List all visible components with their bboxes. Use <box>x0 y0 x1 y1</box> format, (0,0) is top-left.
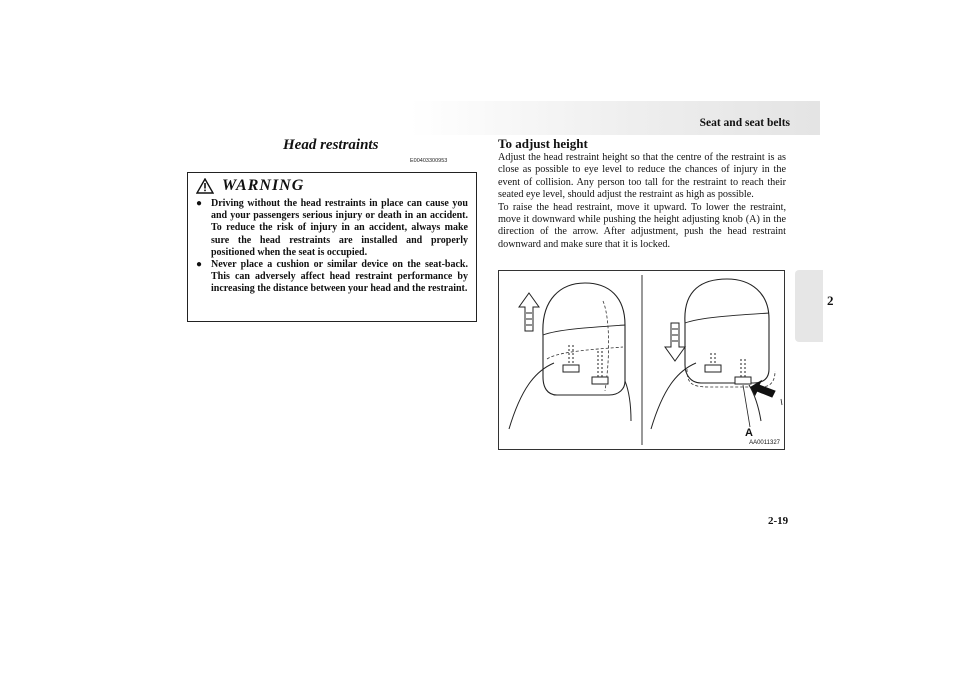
bullet-icon: ● <box>196 259 203 271</box>
chapter-tab-number: 2 <box>827 293 834 308</box>
adjust-paragraph: To raise the head restraint, move it upward. To lower the restraint, move it downward while pushing the height adjusting knob (A) in the direction of the arrow. After adjustment, push the head restraint downward and make sure that it is locked. <box>498 201 786 250</box>
head-restraint-figure <box>498 270 785 450</box>
page-number: 2-19 <box>768 515 789 527</box>
chapter-tab-strip <box>795 270 823 342</box>
running-header: Seat and seat belts <box>699 117 790 129</box>
figure-label-a: A <box>745 427 753 439</box>
bullet-icon: ● <box>196 198 203 209</box>
figure-code: AA0011327 <box>749 440 780 446</box>
adjust-paragraph: Adjust the head restraint height so that the centre of the restraint is as close as possible to eye level to reduce the chances of injury in the event of collision. Any person too tall for the restraint to reach their seated eye level, should adjust the restraint as high as possible. <box>498 152 786 201</box>
warning-item-text: Driving without the head restraints in place can cause you and your passengers serious injury or death in an accident. To reduce the risk of injury in an accident, always make sure the head restraints are installed and properly positioned when the seat is occupied. <box>211 198 468 258</box>
adjust-heading: To adjust height <box>498 136 588 151</box>
warning-box <box>187 172 477 322</box>
head-restraint-illustration <box>499 271 784 449</box>
warning-item-text: Never place a cushion or similar device on the seat-back. This can adversely affect head restraint performance by increasing the distance between your head and the restraint. <box>211 259 468 295</box>
warning-header <box>196 176 468 196</box>
section-code: E00403300953 <box>410 158 448 164</box>
warning-item <box>196 198 468 259</box>
warning-list <box>196 198 468 296</box>
warning-label: WARNING <box>222 177 305 194</box>
adjust-body <box>498 152 786 251</box>
section-title: Head restraints <box>283 137 379 153</box>
warning-item <box>196 259 468 296</box>
warning-triangle-icon <box>196 178 214 194</box>
